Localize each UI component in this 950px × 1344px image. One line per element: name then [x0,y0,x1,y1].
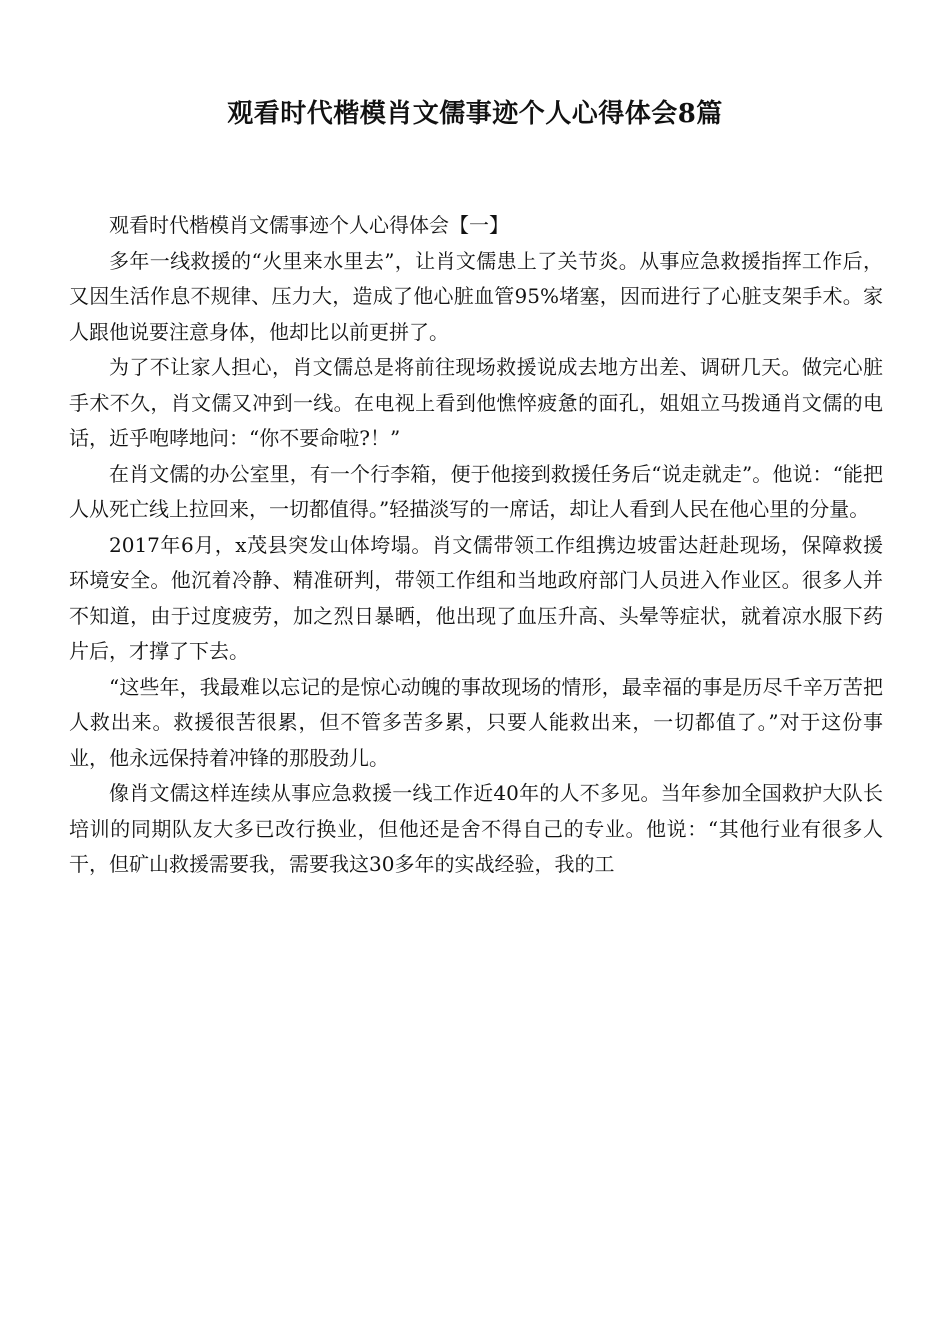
paragraph-6: 像肖文儒这样连续从事应急救援一线工作近40年的人不多见。当年参加全国救护大队长培训的同期队友大多已改行换业，但他还是舍不得自己的专业。他说：“其他行业有很多人干，但矿山救援需要我，需要我这30多年的实战经验，我的工 [69,781,883,876]
paragraph-1: 多年一线救援的“火里来水里去”，让肖文儒患上了关节炎。从事应急救援指挥工作后，又因生活作息不规律、压力大，造成了他心脏血管95%堵塞，因而进行了心脏支架手术。家人跟他说要注意身体，他却比以前更拼了。 [69,248,883,344]
document-title: 观看时代楷模肖文儒事迹个人心得体会8篇 [227,99,723,129]
paragraph-3: 在肖文儒的办公室里，有一个行李箱，便于他接到救援任务后“说走就走”。他说：“能把人从死亡线上拉回来，一切都值得。”轻描淡写的一席话，却让人看到人民在他心里的分量。 [69,461,883,521]
section-heading: 观看时代楷模肖文儒事迹个人心得体会【一】 [109,213,509,237]
paragraph-5: “这些年，我最难以忘记的是惊心动魄的事故现场的情形，最幸福的事是历尽千辛万苦把人救出来。救援很苦很累，但不管多苦多累，只要人能救出来，一切都值了。”对于这份事业，他永远保持着冲锋的那股劲儿。 [69,674,883,770]
document-body [69,208,883,883]
paragraph-4: 2017年6月，x茂县突发山体垮塌。肖文儒带领工作组携边坡雷达赶赴现场，保障救援环境安全。他沉着冷静、精准研判，带领工作组和当地政府部门人员进入作业区。很多人并不知道，由于过度疲劳，加之烈日暴晒，他出现了血压升高、头晕等症状，就着凉水服下药片后，才撑了下去。 [69,532,883,663]
paragraph-2: 为了不让家人担心，肖文儒总是将前往现场救援说成去地方出差、调研几天。做完心脏手术不久，肖文儒又冲到一线。在电视上看到他憔悴疲惫的面孔，姐姐立马拨通肖文儒的电话，近乎咆哮地问：“你不要命啦?！” [69,355,883,450]
